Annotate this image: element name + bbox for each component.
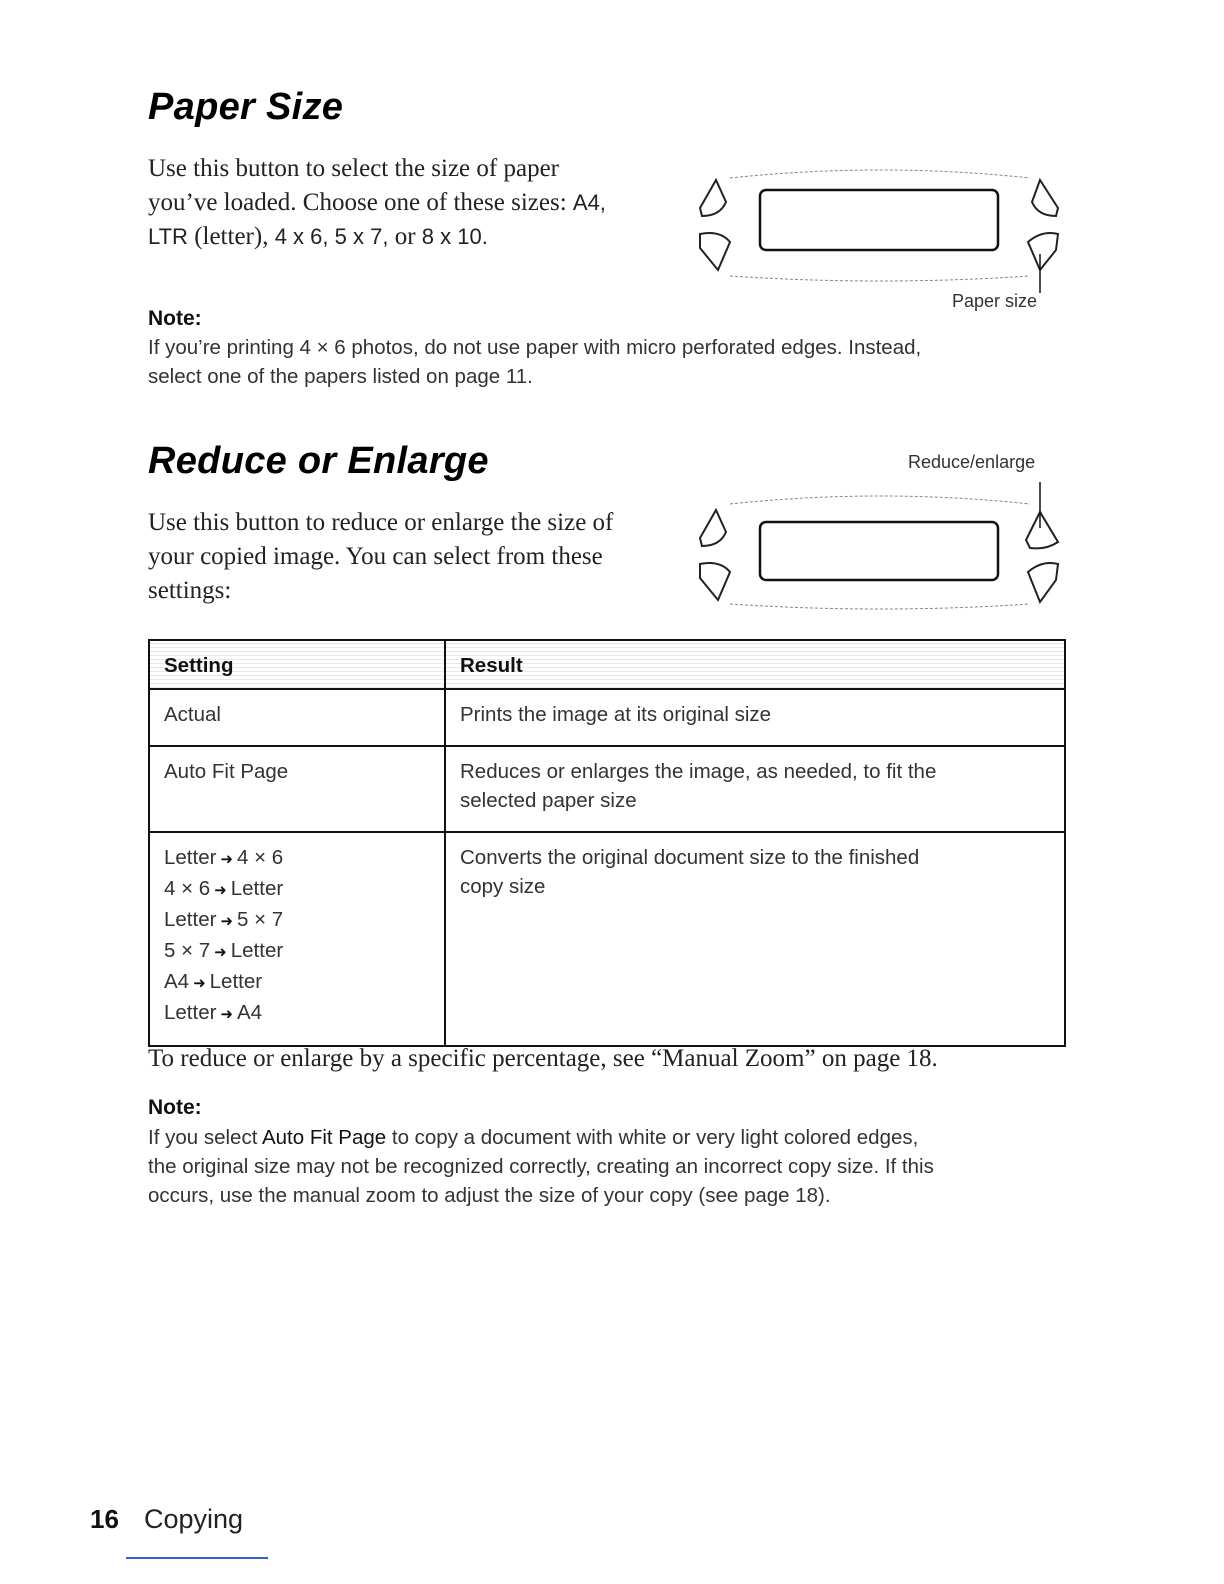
paper-size-panel-figure [690, 158, 1070, 293]
table-cell-setting [149, 832, 445, 1046]
paper-size-figure-label: Paper size [952, 291, 1038, 311]
paper-size-note-line-2: select one of the papers listed on page 11. [148, 365, 533, 388]
reduce-enlarge-table [148, 639, 1066, 1047]
page-number: 16 [90, 1504, 119, 1534]
table-row [149, 689, 1065, 746]
conversion-item: 5 × 7 ➜ Letter [164, 939, 284, 962]
manual-zoom-reference: To reduce or enlarge by a specific percentage, see “Manual Zoom” on page 18. [148, 1045, 938, 1072]
table-cell-result: Reduces or enlarges the image, as needed, to fit the selected paper size [445, 746, 1065, 832]
reduce-enlarge-panel-figure [690, 480, 1070, 620]
conversion-item: 4 × 6 ➜ Letter [164, 877, 284, 900]
conversion-item: Letter ➜ A4 [164, 1001, 263, 1024]
conversion-item: Letter ➜ 5 × 7 [164, 908, 284, 931]
table-cell-result: Converts the original document size to the finished copy size [445, 832, 1065, 1046]
paper-size-body [148, 152, 668, 254]
paper-size-note [148, 333, 1068, 391]
left-up-button-icon [700, 510, 726, 546]
right-arrow-icon: ➜ [220, 1006, 233, 1023]
reduce-enlarge-note-line-3: occurs, use the manual zoom to adjust the size of your copy (see page 18). [148, 1184, 831, 1207]
paper-size-line-3: LTR (letter), 4 x 6, 5 x 7, or 8 x 10. [148, 223, 488, 250]
right-arrow-icon: ➜ [214, 944, 227, 961]
paper-size-note-heading: Note: [148, 307, 202, 330]
footer-rule [126, 1557, 268, 1559]
lcd-screen [760, 190, 998, 250]
conversion-item: Letter ➜ 4 × 6 [164, 846, 284, 869]
right-arrow-icon: ➜ [220, 851, 233, 868]
table-header-setting: Setting [149, 640, 445, 689]
right-arrow-icon: ➜ [220, 913, 233, 930]
table-cell-setting: Actual [149, 689, 445, 746]
left-up-button-icon [700, 180, 726, 216]
left-down-button-icon [700, 563, 730, 600]
paper-size-line-1: Use this button to select the size of paper [148, 155, 559, 182]
reduce-enlarge-button-icon [1026, 512, 1058, 548]
reduce-enlarge-note-line-1: If you select Auto Fit Page to copy a document with white or very light colored edges, [148, 1126, 919, 1149]
paper-size-heading: Paper Size [148, 86, 344, 128]
table-cell-result: Prints the image at its original size [445, 689, 1065, 746]
reduce-enlarge-heading: Reduce or Enlarge [148, 440, 489, 482]
paper-size-note-line-1: If you’re printing 4 × 6 photos, do not use paper with micro perforated edges. Instead, [148, 336, 922, 359]
reduce-enlarge-line-1: Use this button to reduce or enlarge the size of [148, 509, 614, 536]
table-row [149, 746, 1065, 832]
right-arrow-icon: ➜ [214, 882, 227, 899]
left-down-button-icon [700, 233, 730, 270]
right-arrow-icon: ➜ [193, 975, 206, 992]
conversion-item: A4 ➜ Letter [164, 970, 263, 993]
reduce-enlarge-line-3: settings: [148, 577, 232, 604]
section-name: Copying [144, 1504, 244, 1534]
reduce-enlarge-note [148, 1123, 1068, 1210]
reduce-enlarge-figure-label: Reduce/enlarge [908, 452, 1036, 472]
reduce-enlarge-note-line-2: the original size may not be recognized correctly, creating an incorrect copy size. If this [148, 1155, 934, 1178]
table-cell-setting: Auto Fit Page [149, 746, 445, 832]
lcd-screen [760, 522, 998, 580]
paper-size-line-2: you’ve loaded. Choose one of these sizes: A4, [148, 189, 606, 216]
reduce-enlarge-line-2: your copied image. You can select from these [148, 543, 603, 570]
right-down-button-icon [1028, 563, 1058, 602]
right-up-button-icon [1032, 180, 1058, 216]
reduce-enlarge-note-heading: Note: [148, 1096, 202, 1119]
table-header-result: Result [445, 640, 1065, 689]
table-header-row [149, 640, 1065, 689]
reduce-enlarge-body [148, 506, 688, 608]
table-row [149, 832, 1065, 1046]
paper-size-button-icon [1028, 233, 1058, 270]
